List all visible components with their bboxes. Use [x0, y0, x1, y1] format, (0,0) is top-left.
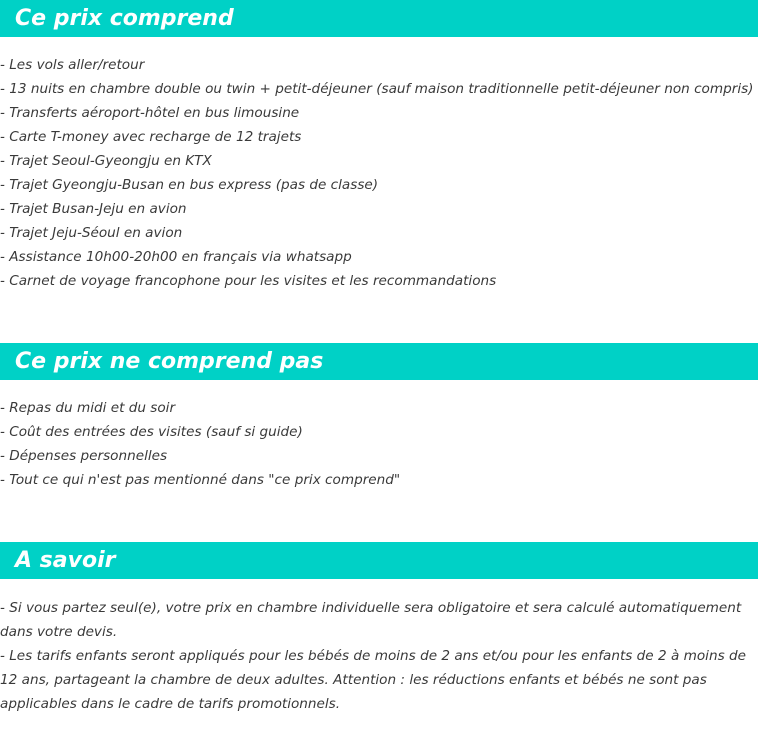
- includes-item: - Carte T-money avec recharge de 12 trajets: [0, 129, 302, 145]
- includes-item: - Les vols aller/retour: [0, 57, 145, 73]
- includes-item: - 13 nuits en chambre double ou twin + petit-déjeuner (sauf maison traditionnelle petit-déjeuner non compris): [0, 81, 754, 97]
- notes-paragraph-single-traveler: - Si vous partez seul(e), votre prix en chambre individuelle sera obligatoire et sera calculé automatiquement dans votre devis.: [0, 600, 742, 640]
- includes-item: - Trajet Gyeongju-Busan en bus express (pas de classe): [0, 177, 379, 193]
- includes-item: - Assistance 10h00-20h00 en français via whatsapp: [0, 249, 352, 265]
- notes-paragraph-child-rates: - Les tarifs enfants seront appliqués pour les bébés de moins de 2 ans et/ou pour les enfants de 2 à moins de 12 ans, partageant la chambre de deux adultes. Attention : les réductions enfants et bébés ne sont pas applicables dans le cadre de tarifs promotionnels.: [0, 648, 746, 712]
- includes-item: - Transferts aéroport-hôtel en bus limousine: [0, 105, 300, 121]
- excludes-item: - Coût des entrées des visites (sauf si guide): [0, 424, 303, 440]
- excludes-section-title: Ce prix ne comprend pas: [0, 343, 758, 380]
- includes-item: - Trajet Seoul-Gyeongju en KTX: [0, 153, 212, 169]
- includes-item: - Trajet Busan-Jeju en avion: [0, 201, 187, 217]
- notes-section-title: A savoir: [0, 542, 758, 579]
- excludes-item: - Tout ce qui n'est pas mentionné dans "ce prix comprend": [0, 472, 401, 488]
- excludes-item: - Dépenses personnelles: [0, 448, 168, 464]
- includes-item: - Carnet de voyage francophone pour les visites et les recommandations: [0, 273, 497, 289]
- includes-item: - Trajet Jeju-Séoul en avion: [0, 225, 183, 241]
- includes-section-title: Ce prix comprend: [0, 0, 758, 37]
- excludes-item: - Repas du midi et du soir: [0, 400, 176, 416]
- includes-list: [0, 53, 758, 293]
- excludes-list: [0, 396, 758, 492]
